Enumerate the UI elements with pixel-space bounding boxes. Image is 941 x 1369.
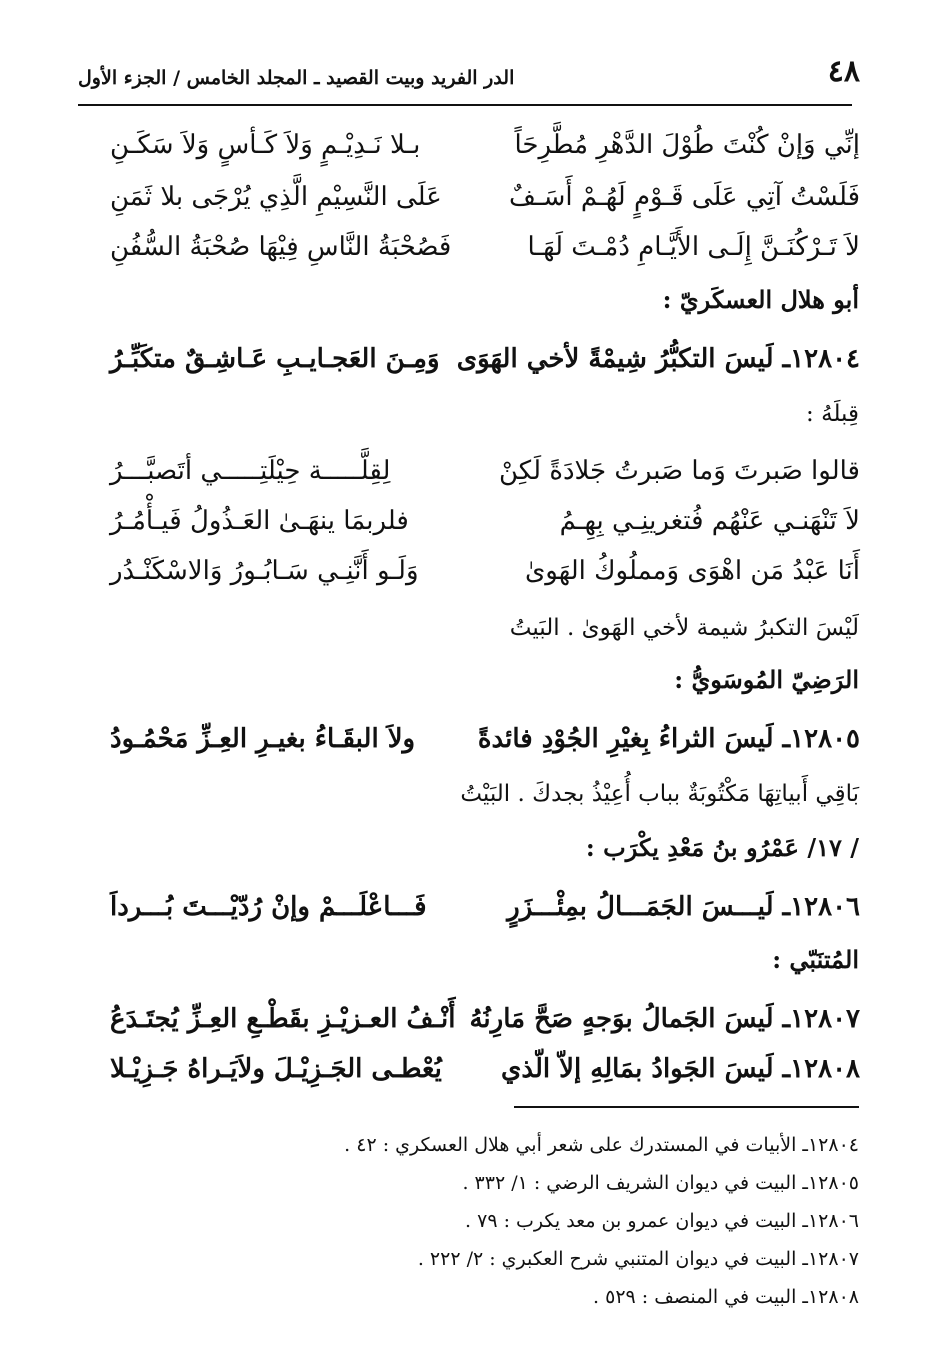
footnote: ١٢٨٠٨ـ البيت في المنصف : ٥٢٩ . [593,1286,859,1308]
footnote: ١٢٨٠٦ـ البيت في ديوان عمرو بن معد يكرب : ٧٩ . [465,1210,859,1232]
numbered-verse-12806 [100,882,860,932]
poet-heading: المُتنَبّي : [772,945,859,974]
verse-second-hemistich: وَلَـو أَنَّنِـي سَـابُـورُ وَالاسْكَنْـدُر [110,556,419,586]
verse-line [100,172,860,222]
verse-first-hemistich: قالوا صَبرتَ وَما صَبرتُ جَلادَةً لَكِنْ [498,456,860,486]
verse-second-hemistich: ولاَ البقَـاءُ بغيـرِ العِـزِّ مَحْمُـودُ [110,724,416,754]
header-divider [78,104,852,106]
running-title: الدر الفريد وبيت القصيد ـ المجلد الخامس / الجزء الأول [78,67,515,89]
footnote: ١٢٨٠٥ـ البيت في ديوان الشريف الرضي : ١/ ٣٣٢ . [462,1172,859,1194]
verse-first-hemistich: ١٢٨٠٤ـ لَيسَ التكبُّرُ شِيمْةً لأخي الهَوَى [456,344,860,374]
verse-line [100,222,860,272]
verse-first-hemistich: ١٢٨٠٥ـ لَيسَ الثراءُ بِغيْرِ الجُوْدِ فائدةً [477,724,860,754]
verse-second-hemistich: لِقِلَّـــــة حِيْلَتِـــــي أتَصبَّـــرُ [110,456,391,486]
verse-second-hemistich: فَـــاعْلَـــمْ وإنْ رُدّيْـــتَ بُـــرداَ [110,892,427,922]
page-number: ٤٨ [827,54,860,89]
verse-line [100,120,860,170]
verse-second-hemistich: وَمِـنَ العَجـايـبِ عَـاشِـقٌ متكَبِّـرُ [110,344,440,374]
footnote: ١٢٨٠٤ـ الأبيات في المستدرك على شعر أبي هلال العسكري : ٤٢ . [344,1134,859,1156]
verse-first-hemistich: لاَ تَنْهَنـي عَنْهُم فُتغرينِـي بِهِـمُ [559,506,860,536]
numbered-verse-12805 [100,714,860,764]
repeat-verse-line: لَيْسَ التكبرُ شيمة لأخي الهَوىٰ . البَيتُ [509,615,859,641]
verse-first-hemistich: لاَ تَـرْكُنَـنَّ إِلَـى الأَيَّـامِ دُمْـتَ لَهَـا [527,232,860,262]
verse-first-hemistich: ١٢٨٠٨ـ لَيسَ الجَوادُ بمَالِهِ إلاّ الّذي [500,1054,860,1084]
numbered-verse-12804 [100,334,860,384]
verse-second-hemistich: فَصُحْبَةُ النَّاسِ فِيْهَا صُحْبَةُ السُّفُنِ [110,232,452,262]
verse-first-hemistich: فَلَسْتُ آتِي عَلَى قَـوْمٍ لَهُـمْ أَسَـفٌ [509,182,860,212]
footnote: ١٢٨٠٧ـ البيت في ديوان المتنبي شرح العكبري : ٢/ ٢٢٢ . [417,1248,859,1270]
verse-line [100,546,860,596]
poet-heading: / ١٧/ عَمْرُو بنُ مَعْدِ يكْرَب : [585,833,859,862]
verse-second-hemistich: يُعْطـى الجَـزِيْـلَ ولاَيَـراهُ جَـزِيْـلا [110,1054,442,1084]
verse-second-hemistich: فلربمَا ينهَـىٰ العَـذُولُ فَيـأْمُـرُ [110,506,409,536]
verse-second-hemistich: أَنْـفُ العـزيْـزِ بقَطْـعِ العِـزِّ يُجتَـدَعُ [110,1004,456,1034]
verse-first-hemistich: أَنَا عَبْدُ مَن اهْوَى وَمملُوكُ الهَوىٰ [524,556,860,586]
verse-line [100,446,860,496]
footnote-divider [514,1106,859,1108]
remaining-verses-note: بَاقِي أَبياتِهَا مَكْتُوبَةٌ بباب أُعِيْذُ بجدكَ . البَيْتُ [460,781,859,807]
verse-first-hemistich: إنِّي وَإنْ كُنْتَ طُوْلَ الدَّهْرِ مُطَّرِحَاً [514,130,860,160]
verse-second-hemistich: عَلَى النَّسِيْمِ الَّذِي يُرْجَى بلا ثَمَنِ [110,182,442,212]
poet-heading: أبو هلال العسكَريّ : [662,285,859,314]
before-it-label: قِبلَهُ : [806,401,859,427]
verse-line [100,496,860,546]
verse-first-hemistich: ١٢٨٠٦ـ لَيـــسَ الجَمَـــالُ بمِئْـــزَرٍ [507,892,860,922]
numbered-verse-12808 [100,1044,860,1094]
page-header [78,52,860,102]
numbered-verse-12807 [100,994,860,1044]
verse-second-hemistich: بـلا نَـدِيْـمٍ وَلاَ كَـأسٍ وَلاَ سَكَـنِ [110,130,421,160]
verse-first-hemistich: ١٢٨٠٧ـ لَيسَ الجَمالُ بوَجهٍ صَحَّ مَارِنُهُ [469,1004,860,1034]
poet-heading: الرَضِيّ المُوسَويُّ : [674,665,859,694]
